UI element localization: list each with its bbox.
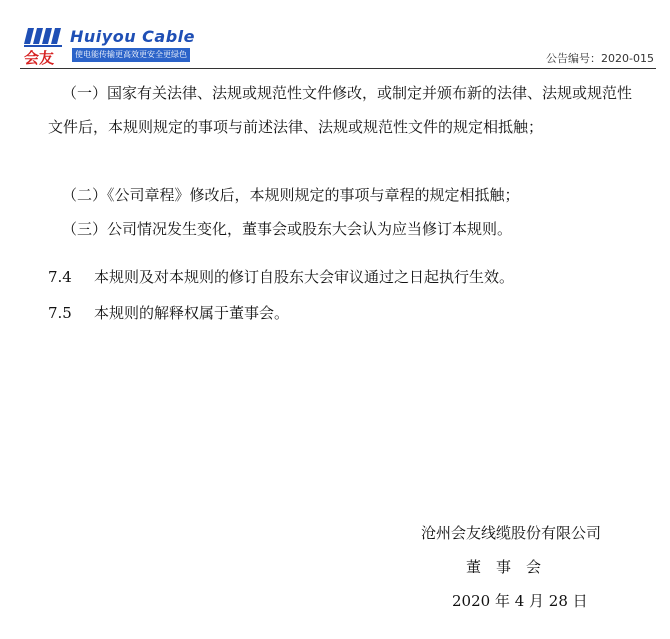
clause-7-5-number: 7.5 [48, 304, 72, 322]
clause-7-4-number: 7.4 [48, 268, 72, 286]
company-logo [22, 26, 195, 66]
company-signature: 沧州会友线缆股份有限公司 [421, 524, 602, 542]
item-three-paragraph: （三）公司情况发生变化，董事会或股东大会认为应当修订本规则。 [62, 220, 513, 238]
item-one-paragraph: （一）国家有关法律、法规或规范性文件修改，或制定并颁布新的法律、法规或规范性文件后，本规则规定的事项与前述法律、法规或规范性文件的规定相抵触； [48, 84, 633, 136]
clause-7-4 [48, 260, 638, 294]
clause-7-4-text: 本规则及对本规则的修订自股东大会审议通过之日起执行生效。 [94, 268, 515, 286]
huiyou-logo-icon [22, 26, 66, 66]
page-header [0, 0, 670, 70]
clause-7-5 [48, 296, 638, 330]
header-divider [20, 68, 656, 69]
announcement-number: 公告编号：2020-015 [546, 52, 654, 65]
logo-wordmark: Huiyou Cable [70, 27, 195, 46]
board-signature: 董 事 会 [466, 558, 542, 576]
clause-7-5-text: 本规则的解释权属于董事会。 [94, 304, 290, 322]
logo-cn-text: 会友 [24, 49, 55, 66]
item-two-paragraph: （二）《公司章程》修改后，本规则规定的事项与章程的规定相抵触； [62, 186, 520, 204]
signature-date: 2020 年 4 月 28 日 [452, 592, 588, 610]
logo-slogan: 使电能传输更高效更安全更绿色 [72, 48, 190, 62]
